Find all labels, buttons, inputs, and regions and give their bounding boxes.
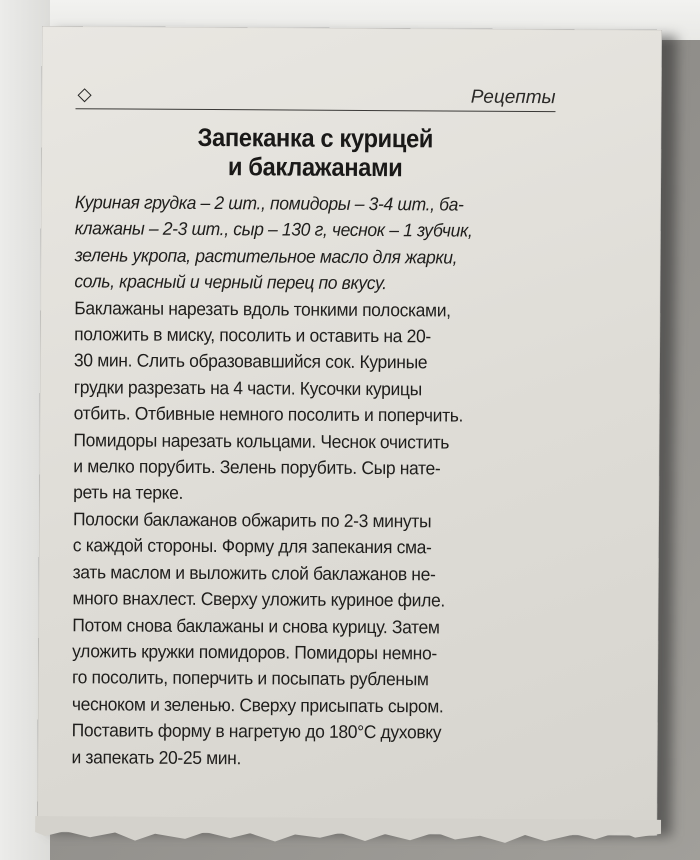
- title-line: Запеканка с курицей: [197, 123, 434, 154]
- step-1: [73, 295, 555, 509]
- title-line: и баклажанами: [227, 153, 403, 183]
- ingredients-line: зелень укропа, растительное масло для жарки,: [74, 244, 458, 268]
- step-line: го посолить, поперчить и посыпать рубленым: [71, 666, 429, 690]
- step-line: Полоски баклажанов обжарить по 2-3 минуты: [72, 508, 432, 532]
- section-label: Рецепты: [470, 86, 556, 109]
- step-line: с каждой стороны. Форму для запекания сма-: [72, 534, 432, 558]
- ingredients-line: Куриная грудка – 2 шт., помидоры – 3-4 шт., ба-: [74, 191, 464, 215]
- step-line: отбить. Отбивные немного посолить и поперчить.: [73, 402, 464, 426]
- article: [71, 84, 555, 773]
- diamond-icon: [78, 88, 92, 102]
- step-line: и мелко порубить. Зелень порубить. Сыр нате-: [73, 455, 441, 479]
- newspaper-clipping: [37, 26, 662, 836]
- step-line: и запекать 20-25 мин.: [71, 745, 242, 768]
- step-line: положить в миску, посолить и оставить на 20-: [74, 323, 431, 347]
- step-line: Помидоры нарезать кольцами. Чеснок очистить: [73, 428, 450, 453]
- step-line: Потом снова баклажаны и снова курицу. Затем: [72, 613, 440, 637]
- step-line: Баклажаны нарезать вдоль тонкими полосками,: [74, 296, 451, 321]
- recipe-title: [92, 123, 539, 184]
- torn-edge: [35, 816, 661, 850]
- step-line: 30 мин. Слить образовавшийся сок. Куриные: [73, 349, 428, 373]
- step-line: зать маслом и выложить слой баклажанов не-: [72, 560, 436, 585]
- step-2: [71, 506, 553, 773]
- ingredients-line: клажаны – 2-3 шт., сыр – 130 г, чеснок – 1 зубчик,: [74, 217, 473, 242]
- section-header: [75, 84, 555, 112]
- step-line: реть на терке.: [73, 481, 184, 504]
- step-line: много внахлест. Сверху уложить куриное филе.: [72, 587, 445, 611]
- step-line: уложить кружки помидоров. Помидоры немно-: [72, 640, 437, 664]
- ingredients: [74, 189, 555, 298]
- step-line: чесноком и зеленью. Сверху присыпать сыром.: [71, 692, 444, 717]
- ingredients-line: соль, красный и черный перец по вкусу.: [74, 270, 387, 294]
- step-line: Поставить форму в нагретую до 180°С духовку: [71, 719, 442, 743]
- step-line: грудки разрезать на 4 части. Кусочки курицы: [73, 376, 422, 400]
